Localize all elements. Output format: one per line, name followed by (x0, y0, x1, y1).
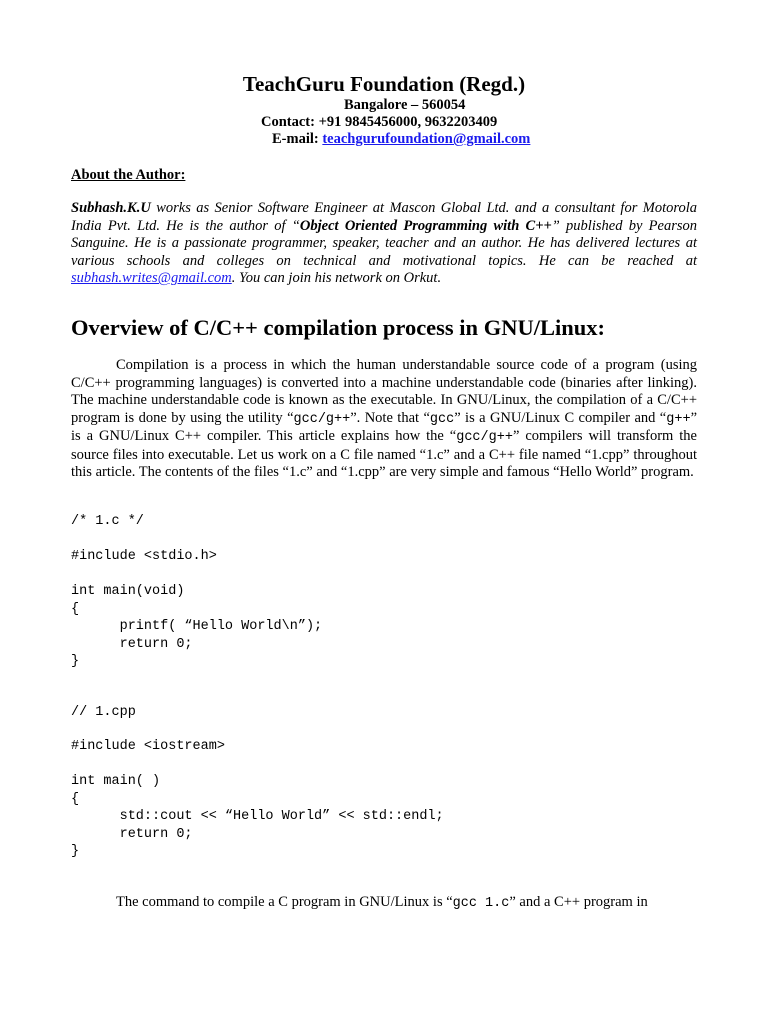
intro-text-3: ” is a GNU/Linux C compiler and “ (454, 409, 667, 426)
book-title: Object Oriented Programming with C++ (299, 217, 552, 234)
compile-text-1: The command to compile a C program in GNU/Linux is “ (116, 894, 453, 910)
inline-code: gcc 1.c (452, 896, 510, 911)
section-title: Overview of C/C++ compilation process in GNU/Linux: (71, 315, 605, 340)
inline-code: gcc/g++ (456, 430, 513, 445)
c-code-comment: /* 1.c */ (71, 514, 144, 529)
email-label: E-mail: (272, 131, 323, 147)
inline-code: g++ (666, 411, 691, 427)
organization-title: TeachGuru Foundation (Regd.) (242, 72, 526, 96)
author-bio (71, 200, 697, 288)
inline-code: gcc/g++ (293, 411, 351, 427)
cpp-code-include: #include <iostream> (71, 739, 225, 754)
intro-text-1: Compilation is a process in which the human understandable source code of a program (using C/C++ programming languages) is converted into a machine understandable code (binaries after linking). The machine understandable code is known as the executable. In GNU/Linux, the compilation of a C/C++ program is done by using the utility “ (71, 357, 697, 426)
organization-city: Bangalore – 560054 (344, 97, 466, 113)
intro-text-4: ” is a GNU/Linux C++ compiler. This article explains how the “ (71, 409, 697, 444)
intro-text-2: ”. Note that “ (350, 409, 430, 426)
bio-text-3: . You can join his network on Orkut. (231, 270, 442, 287)
c-code-main: int main(void) { printf( “Hello World\n”); return 0; } (71, 584, 323, 670)
c-code-include: #include <stdio.h> (71, 549, 217, 564)
compile-text-2: ” and a C++ program in (509, 894, 648, 910)
intro-paragraph (71, 357, 697, 482)
cpp-code-comment: // 1.cpp (71, 705, 136, 720)
bio-text-1: works as Senior Software Engineer at Mascon Global Ltd. and a consultant for Motorola India Pvt. Ltd. He is the author of “ (71, 200, 697, 234)
cpp-code-main: int main( ) { std::cout << “Hello World” << std::endl; return 0; } (71, 774, 444, 860)
intro-text-5: ” compilers will transform the source files into executable. Let us work on a C file named “1.c” and a C++ file named “1.cpp” throughout this article. The contents of the files “1.c” and “1.cpp” are very simple and famous “Hello World” program. (71, 428, 697, 480)
author-name: Subhash.K.U (71, 200, 151, 216)
organization-email-link[interactable]: teachgurufoundation@gmail.com (322, 131, 531, 147)
bio-text-2: ” published by Pearson Sanguine. He is a passionate programmer, speaker, teacher and an author. He has delivered lectures at various schools and colleges on technical and motivational topics. He can be reached at (71, 217, 697, 269)
author-email-link[interactable]: subhash.writes@gmail.com (71, 270, 232, 287)
organization-contact: Contact: +91 9845456000, 9632203409 (261, 114, 498, 130)
about-author-heading: About the Author: (71, 167, 186, 183)
compile-command-paragraph (71, 894, 711, 913)
organization-email-line (272, 131, 530, 148)
inline-code: gcc (429, 411, 455, 427)
